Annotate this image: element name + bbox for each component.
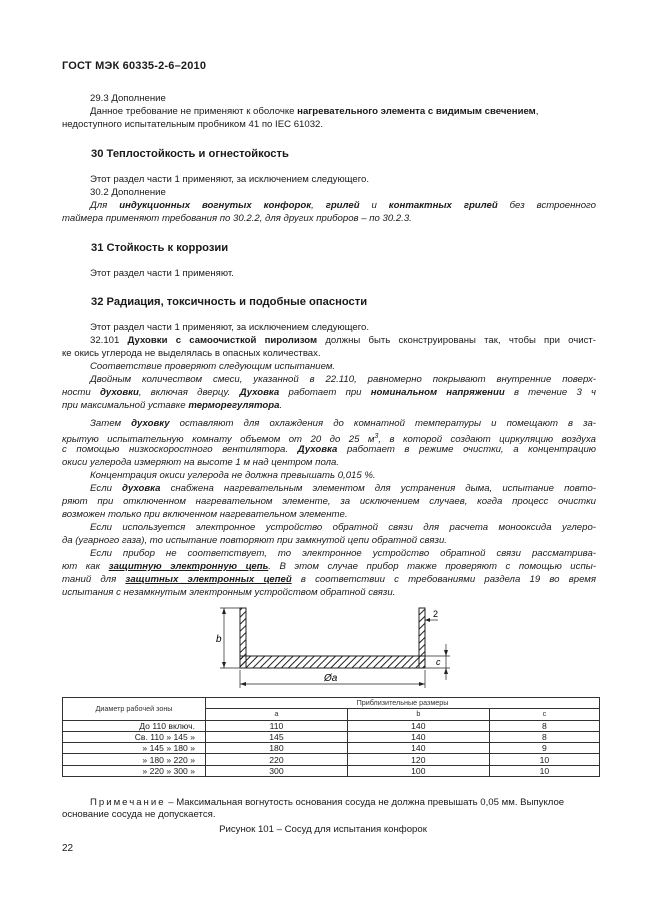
test-text-line: таний для защитных электронных цепей в соответствии с требованиями раздела 19 во время (62, 574, 596, 585)
cell-c: 8 (489, 731, 599, 742)
test-text-line: Концентрация окиси углерода не должна превышать 0,015 %. (90, 470, 376, 481)
table-row (63, 743, 600, 754)
cell-b: 100 (347, 765, 489, 776)
clause-30-2-text-line: Для индукционных вогнутых конфорок, грилей и контактных грилей без встроенного (90, 200, 596, 211)
test-text-line: Если используется электронное устройство обратной связи для расчета монооксида углеро- (90, 522, 596, 533)
section-32-title: 32 Радиация, токсичность и подобные опасности (91, 296, 368, 308)
section-32-intro: Этот раздел части 1 применяют, за исключением следующего. (90, 322, 370, 333)
clause-29-3-text-line: Данное требование не применяют к оболочке нагревательного элемента с видимым свечением, (90, 106, 539, 117)
dimensions-table (62, 697, 600, 777)
cell-b: 140 (347, 720, 489, 731)
label-b: b (216, 634, 222, 645)
cell-range: До 110 включ. (63, 720, 206, 731)
section-31-text: Этот раздел части 1 применяют. (90, 268, 234, 279)
table-row (63, 731, 600, 742)
table-row (63, 754, 600, 765)
table-row (63, 765, 600, 776)
label-2: 2 (433, 609, 439, 619)
note-label: Примечание (90, 797, 166, 808)
cell-b: 140 (347, 731, 489, 742)
clause-29-3-text-line: недоступного испытательным пробником 41 по IEC 61032. (62, 119, 324, 130)
cell-range: » 145 » 180 » (63, 743, 206, 754)
subheader-c: c (489, 709, 599, 720)
test-text-line: испытания с незамкнутым электронным устройством обратной связи. (62, 587, 396, 598)
cell-c: 10 (489, 765, 599, 776)
clause-32-101-line: ке окись углерода не выделялась в опасных количествах. (62, 348, 321, 359)
table-row (63, 720, 600, 731)
test-text-line: ности духовки, включая дверцу. Духовка работает при номинальном напряжении в течение 3 ч (62, 387, 597, 398)
cell-range: » 220 » 300 » (63, 765, 206, 776)
note-text: – Максимальная вогнутость основания сосуда не должна превышать 0,05 мм. Выпуклое (165, 797, 565, 808)
subheader-b: b (347, 709, 489, 720)
test-text-line: Если духовка снабжена нагревательным элементом для устранения дыма, испытание повто- (90, 483, 597, 494)
cell-c: 10 (489, 754, 599, 765)
test-text-line: Если прибор не соответствует, то электронное устройство обратной связи рассматрива- (90, 548, 596, 559)
vessel-base (240, 656, 425, 668)
clause-30-2-heading: 30.2 Дополнение (90, 187, 166, 198)
section-31-title: 31 Стойкость к коррозии (91, 242, 229, 254)
header-approx-dimensions: Приблизительные размеры (206, 698, 600, 709)
cell-c: 8 (489, 720, 599, 731)
figure-caption: Рисунок 101 – Сосуд для испытания конфорок (219, 824, 427, 835)
clause-32-101-line: 32.101 Духовки с самоочисткой пиролизом должны быть сконструированы так, чтобы при очист- (90, 335, 596, 346)
cell-b: 120 (347, 754, 489, 765)
cell-a: 180 (206, 743, 348, 754)
clause-30-2-text-line: таймера применяют требования по 30.2.2, для других приборов – по 30.2.3. (62, 213, 412, 224)
compliance-line: Соответствие проверяют следующим испытанием. (90, 361, 336, 372)
cell-range: Св. 110 » 145 » (63, 731, 206, 742)
test-text-line: с помощью низкоскоростного вентилятора. Духовка работает в режиме очистки, а концентрацию (62, 444, 596, 455)
test-text-line: да (угарного газа), то испытание повторяют при замкнутой цепи обратной связи. (62, 535, 447, 546)
clause-29-3-heading: 29.3 Дополнение (90, 93, 166, 104)
cell-a: 300 (206, 765, 348, 776)
cell-a: 110 (206, 720, 348, 731)
table-header-row (63, 698, 600, 709)
document-header: ГОСТ МЭК 60335-2-6–2010 (62, 60, 207, 72)
cell-c: 9 (489, 743, 599, 754)
note-text: основание сосуда не допускается. (62, 809, 216, 821)
test-text-line: Двойным количеством смеси, указанной в 22.110, равномерно покрывают внутренние поверх- (90, 374, 596, 385)
test-text-line: окиси углерода измеряют на высоте 1 м над центром пола. (62, 457, 339, 468)
header-zone-diameter: Диаметр рабочей зоны (63, 698, 206, 721)
test-text-line: крытую испытательную комнату объемом от 20 до 25 $м^3$, в которой создают циркуляцию воздуха (62, 433, 596, 446)
section-30-intro: Этот раздел части 1 применяют, за исключением следующего. (90, 174, 370, 185)
figure-note (62, 797, 598, 822)
test-text-line: Затем духовку оставляют для охлаждения до комнатной температуры и помещают в за- (90, 418, 597, 429)
cell-a: 145 (206, 731, 348, 742)
test-text-line: ют как защитную электронную цепь. В этом случае прибор также проверяют с помощью испы- (62, 561, 596, 572)
cell-b: 140 (347, 743, 489, 754)
test-text-line: при максимальной уставке терморегулятора. (62, 400, 283, 411)
label-a: Øa (324, 673, 338, 684)
section-30-title: 30 Теплостойкость и огнестойкость (91, 148, 289, 160)
vessel-drawing (200, 600, 470, 692)
test-text-line: ряют при отключенном нагревательном элементе, за исключением случаев, когда процесс очистки (62, 496, 596, 507)
cell-range: » 180 » 220 » (63, 754, 206, 765)
label-c: c (436, 657, 441, 667)
cell-a: 220 (206, 754, 348, 765)
test-text-line: возможен только при включенном нагревательном элементе. (62, 509, 348, 520)
subheader-a: a (206, 709, 348, 720)
page-number: 22 (62, 843, 74, 854)
